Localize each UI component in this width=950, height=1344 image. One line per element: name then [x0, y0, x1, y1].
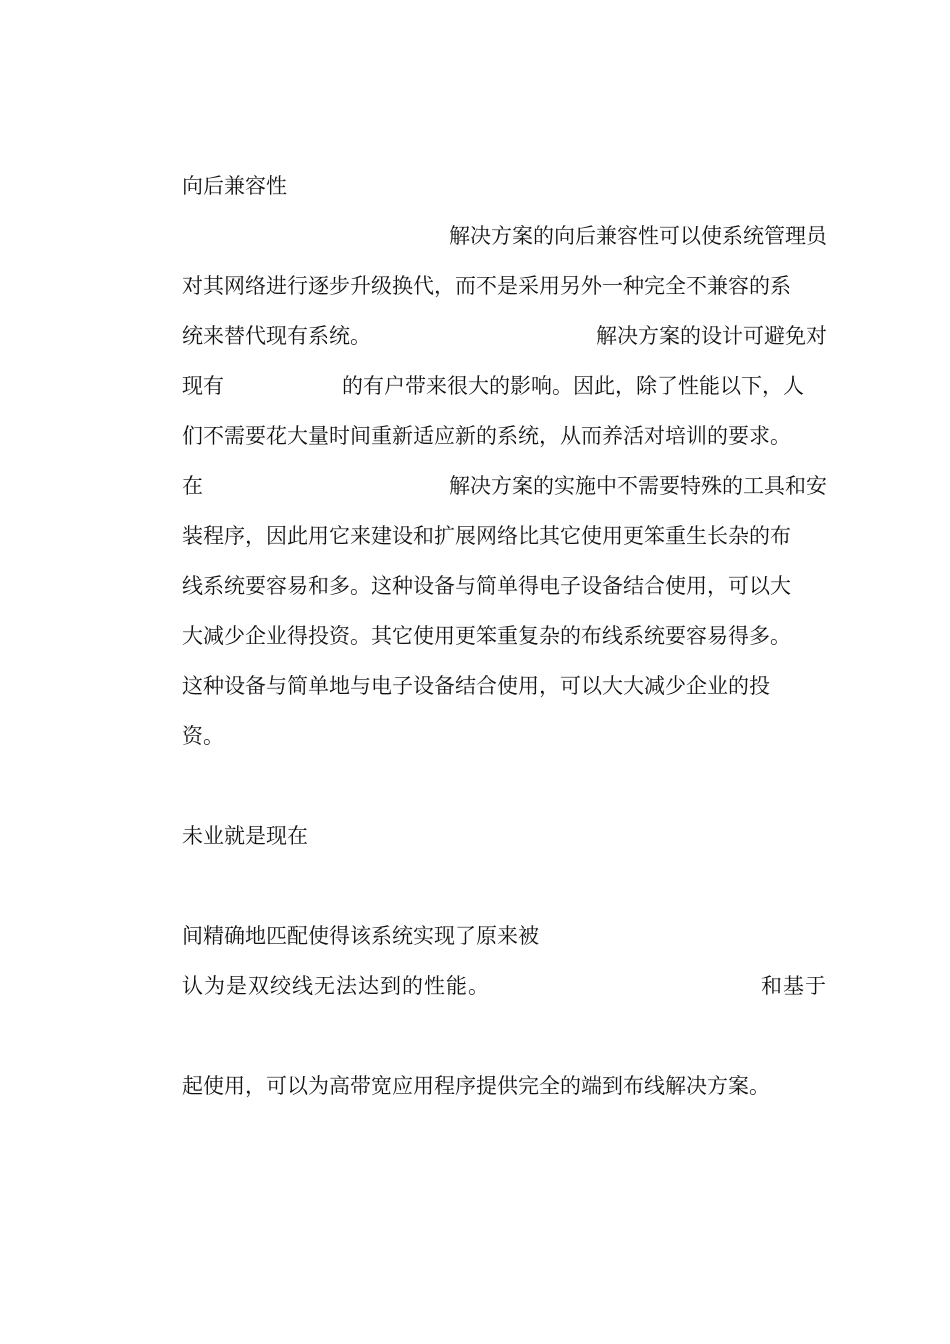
- text-segment: 认为是双绞线无法达到的性能。: [182, 974, 490, 998]
- text-segment: 和基于: [761, 974, 827, 998]
- paragraph-line: [182, 572, 827, 600]
- text-segment: 对其网络进行逐步升级换代，而不是采用另外一种完全不兼容的系: [182, 274, 791, 298]
- section-heading-future-is-now: 未业就是现在: [182, 824, 308, 848]
- section-heading-backward-compatibility: 向后兼容性: [182, 174, 287, 198]
- text-segment: 在: [182, 474, 203, 498]
- paragraph-line: [182, 722, 827, 750]
- paragraph-line: [182, 222, 827, 250]
- paragraph-line: [182, 1072, 827, 1100]
- paragraph-line: [182, 522, 827, 550]
- text-segment: 间精确地匹配使得该系统实现了原来被: [182, 924, 539, 948]
- text-segment: 起使用，可以为高带宽应用程序提供完全的端到布线解决方案。: [182, 1074, 770, 1098]
- paragraph-line: [182, 272, 827, 300]
- paragraph-line: [182, 472, 827, 500]
- text-segment: 的有户带来很大的影响。因此，除了性能以下，人: [342, 374, 804, 398]
- text-segment: 资。: [182, 724, 224, 748]
- text-segment: 大减少企业得投资。其它使用更笨重复杂的布线系统要容易得多。: [182, 624, 791, 648]
- paragraph-line: [182, 672, 827, 700]
- paragraph-line: [182, 422, 827, 450]
- text-segment: 解决方案的实施中不需要特殊的工具和安: [449, 474, 827, 498]
- paragraph-line: [182, 622, 827, 650]
- paragraph-line: [182, 922, 827, 950]
- paragraph-line: [182, 322, 827, 350]
- paragraph-line: [182, 372, 827, 400]
- text-segment: 统来替代现有系统。: [182, 324, 371, 348]
- text-segment: 们不需要花大量时间重新适应新的系统，从而养活对培训的要求。: [182, 424, 791, 448]
- text-segment: 现有: [182, 374, 224, 398]
- paragraph-line: [182, 972, 827, 1000]
- text-segment: 这种设备与简单地与电子设备结合使用，可以大大减少企业的投: [182, 674, 770, 698]
- text-segment: 装程序，因此用它来建设和扩展网络比其它使用更笨重生长杂的布: [182, 524, 791, 548]
- text-segment: 解决方案的设计可避免对: [596, 324, 827, 348]
- text-segment: 解决方案的向后兼容性可以使系统管理员: [449, 224, 827, 248]
- text-segment: 线系统要容易和多。这种设备与简单得电子设备结合使用，可以大: [182, 574, 791, 598]
